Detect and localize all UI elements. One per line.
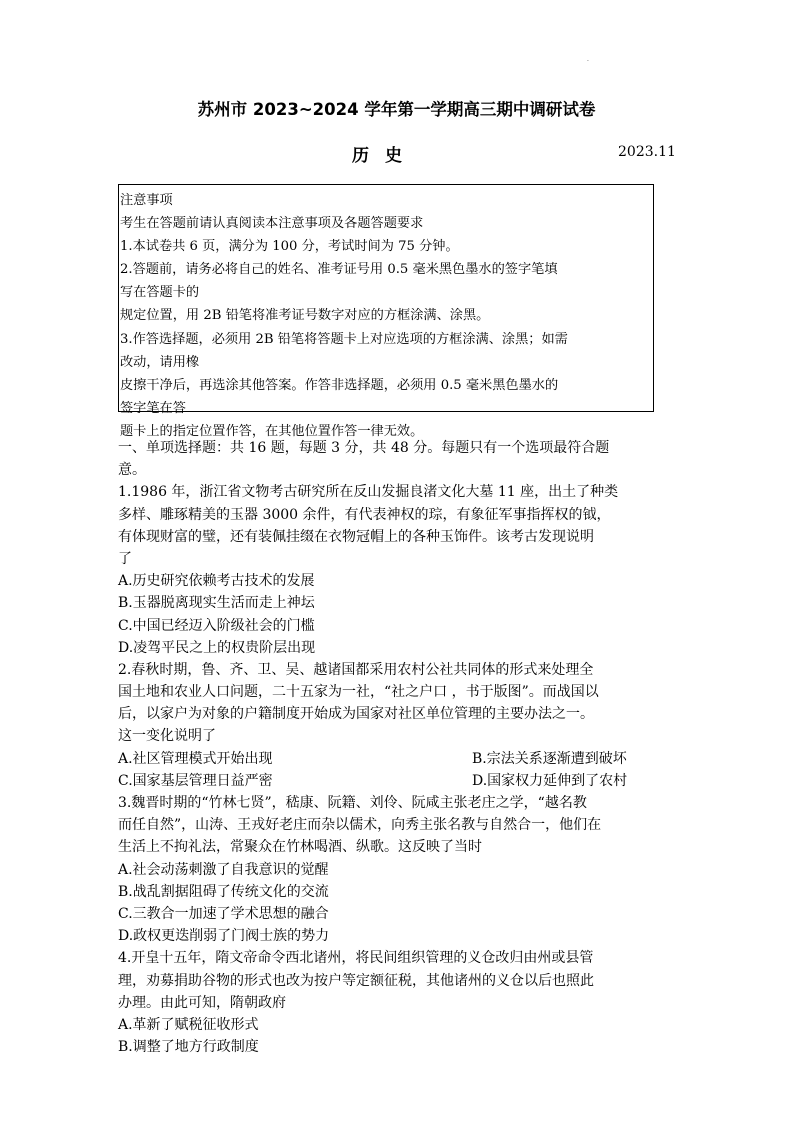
q4-stem: 4.开皇十五年，隋文帝命令西北诸州，将民间组织管理的义仓改归由州或县管 (118, 950, 594, 967)
notice-line: 写在答题卡的 (120, 285, 200, 301)
q3-stem: 而任自然”，山涛、王戎好老庄而杂以儒术，向秀主张名教与自然合一，他们在 (118, 817, 602, 834)
q2-option-a: A.社区管理模式开始出现 (118, 750, 273, 767)
q2-stem: 后，以家户为对象的户籍制度开始成为国家对社区单位管理的主要办法之一。 (118, 706, 594, 723)
q3-stem: 3.魏晋时期的“竹林七贤”，嵇康、阮籍、刘伶、阮咸主张老庄之学，“越名教 (118, 795, 587, 811)
q3-stem: 生活上不拘礼法，常聚众在竹林喝酒、纵歌。这反映了当时 (118, 839, 482, 856)
q4-stem: 办理。由此可知，隋朝政府 (118, 994, 286, 1011)
q2-option-d: D.国家权力延伸到了农村 (472, 772, 628, 789)
q1-option-c: C.中国已经迈入阶级社会的门槛 (118, 617, 315, 634)
q2-options-row (118, 748, 688, 770)
q4-option-b: B.调整了地方行政制度 (118, 1039, 259, 1056)
q1-option-b: B.玉器脱离现实生活而走上神坛 (118, 595, 315, 612)
notice-line: 3.作答选择题，必须用 2B 铅笔将答题卡上对应选项的方框涂满、涂黑；如需 (120, 331, 568, 347)
q2-option-b: B.宗法关系逐渐遭到破坏 (472, 750, 627, 767)
q1-option-a: A.历史研究依赖考古技术的发展 (118, 573, 315, 590)
notice-line: 2.答题前，请务必将自己的姓名、准考证号用 0.5 毫米黑色墨水的签字笔填 (120, 262, 558, 278)
q1-stem: 有体现财富的璧，还有装佩挂缀在衣物冠帽上的各种玉饰件。该考古发现说明 (118, 528, 594, 545)
q1-option-d: D.凌驾平民之上的权贵阶层出现 (118, 639, 316, 656)
q3-option-d: D.政权更迭削弱了门阀士族的势力 (118, 928, 330, 945)
question-section (118, 437, 688, 1058)
exam-date: 2023.11 (618, 144, 676, 160)
q1-stem: 多样、雕琢精美的玉器 3000 余件，有代表神权的琮，有象征军事指挥权的钺， (118, 506, 611, 523)
q2-stem: 这一变化说明了 (118, 728, 216, 745)
q1-stem: 了 (118, 550, 132, 567)
section-heading-cont: 意。 (118, 462, 146, 479)
notice-line: 题卡上的指定位置作答，在其他位置作答一律无效。 (120, 423, 424, 439)
q1-stem: 1.1986 年，浙江省文物考古研究所在反山发掘良渚文化大墓 11 座，出土了种类 (118, 484, 619, 501)
notice-heading: 注意事项 (120, 193, 173, 208)
notice-line: 考生在答题前请认真阅读本注意事项及各题答题要求 (120, 216, 424, 232)
q3-option-c: C.三教合一加速了学术思想的融合 (118, 905, 329, 922)
notice-line: 规定位置，用 2B 铅笔将准考证号数字对应的方框涂满、涂黑。 (120, 308, 490, 324)
notice-line: 皮擦干净后，再选涂其他答案。作答非选择题，必须用 0.5 毫米黑色墨水的 (120, 377, 559, 393)
exam-title: 苏州市 2023~2024 学年第一学期高三期中调研试卷 (197, 100, 596, 119)
notice-line: 1.本试卷共 6 页，满分为 100 分，考试时间为 75 分钟。 (120, 239, 459, 255)
q3-option-b: B.战乱割据阻碍了传统文化的交流 (118, 883, 329, 900)
corner-mark: · (587, 58, 589, 65)
q2-option-c: C.国家基层管理日益严密 (118, 772, 273, 789)
notice-line: 改动，请用橡 (120, 354, 200, 370)
q2-stem: 国土地和农业人口问题，二十五家为一社，“社之户口 ，书于版图”。而战国以 (118, 684, 599, 701)
q4-option-a: A.革新了赋税征收形式 (118, 1016, 259, 1033)
subject-title: 历史 (352, 146, 418, 166)
section-heading: 一、单项选择题：共 16 题，每题 3 分，共 48 分。每题只有一个选项最符合题 (118, 440, 610, 456)
notice-box (118, 184, 654, 439)
q2-options-row (118, 770, 688, 792)
q4-stem: 理，劝募捐助谷物的形式也改为按户等定额征税，其他诸州的义仓以后也照此 (118, 972, 594, 989)
notice-line: 签字笔在答 (120, 400, 186, 416)
q3-option-a: A.社会动荡刺激了自我意识的觉醒 (118, 861, 329, 878)
q2-stem: 2.春秋时期，鲁、齐、卫、吴、越诸国都采用农村公社共同体的形式来处理全 (118, 661, 594, 678)
